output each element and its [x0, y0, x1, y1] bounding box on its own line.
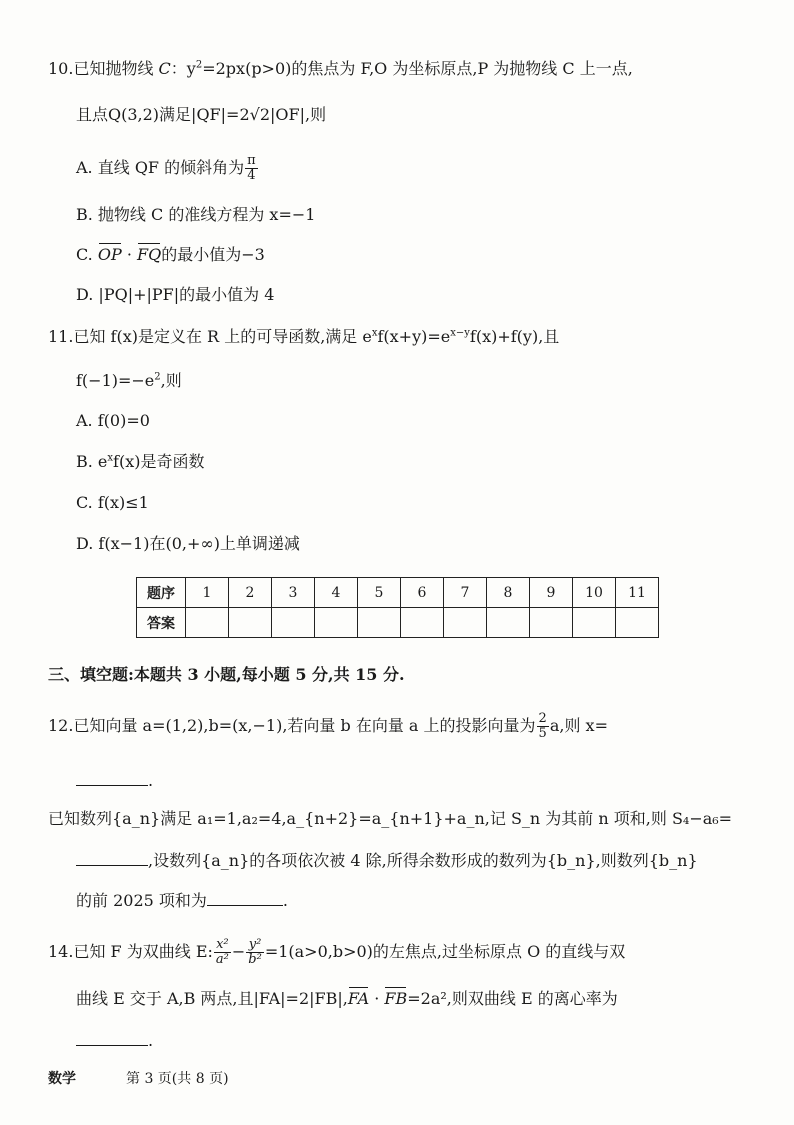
table-cell-number: 7 [444, 578, 487, 608]
table-cell-number: 2 [229, 578, 272, 608]
table-cell-number: 5 [358, 578, 401, 608]
vector-fb: FB [384, 989, 408, 1008]
footer-subject: 数学 [48, 1071, 76, 1087]
q10-option-a: A. 直线 QF 的倾斜角为 $\frac{\pi}{4}$ [76, 153, 256, 183]
q12-line2: . [76, 770, 153, 792]
answer-cell[interactable] [444, 608, 487, 638]
q10-option-a-fraction: $\frac{\pi}{4}$ [247, 153, 256, 183]
table-head-order: 题序 [137, 578, 186, 608]
q14-fraction-y: $\frac{\text{y²}}{\text{b²}}$ [248, 937, 262, 967]
q14-number: 14. [48, 942, 74, 961]
q11-option-d: D. f(x−1)在(0,+∞)上单调递减 [76, 534, 300, 553]
answer-cell[interactable] [573, 608, 616, 638]
table-cell-number: 9 [530, 578, 573, 608]
table-cell-number: 3 [272, 578, 315, 608]
q13-line3: 的前 2025 项和为 . [76, 891, 288, 910]
vector-fq: FQ [137, 245, 162, 264]
answer-cell[interactable] [401, 608, 444, 638]
q11-option-a: A. f(0)=0 [76, 411, 150, 430]
q12-line1: 12.已知向量 a=(1,2),b=(x,−1),若向量 b 在向量 a 上的投影向量为 $\frac{2}{5}$ a,则 x= [48, 711, 608, 741]
answer-cell[interactable] [315, 608, 358, 638]
q10-option-c: C. OP · FQ的最小值为−3 [76, 245, 265, 264]
table-cell-number: 1 [186, 578, 229, 608]
answer-cell[interactable] [186, 608, 229, 638]
q13-line1: 已知数列{a_n}满足 a₁=1,a₂=4,a_{n+2}=a_{n+1}+a_n,记 S_n 为其前 n 项和,则 S₄−a₆= [48, 809, 733, 828]
q13-answer-blank-1[interactable] [76, 851, 148, 866]
section-heading-fill-in: 三、填空题:本题共 3 小题,每小题 5 分,共 15 分. [48, 665, 405, 684]
q11-option-c: C. f(x)≤1 [76, 493, 149, 512]
q12-answer-blank[interactable] [76, 771, 148, 786]
q14-line1: 14.已知 F 为双曲线 E: $\frac{\text{x²}}{\text{a²}}$ − $\frac{\text{y²}}{\text{b²}}$ =1(a>0,b>0)的左焦点,过坐标原点 O 的直线与双 [48, 937, 626, 967]
q10-number: 10. [48, 59, 74, 78]
q10-option-d: D. |PQ|+|PF|的最小值为 4 [76, 285, 275, 304]
q13-line2: ,设数列{a_n}的各项依次被 4 除,所得余数形成的数列为{b_n},则数列{b_n} [76, 850, 698, 872]
vector-fa: FA [347, 989, 370, 1008]
answer-cell[interactable] [272, 608, 315, 638]
q12-number: 12. [48, 716, 74, 735]
q11-number: 11. [48, 327, 74, 346]
answer-table-header-row [137, 578, 659, 608]
table-cell-number: 11 [616, 578, 659, 608]
answer-cell[interactable] [487, 608, 530, 638]
q11-option-b: B. $e^xf(x)$是奇函数 [76, 452, 205, 471]
q14-fraction-x: $\frac{\text{x²}}{\text{a²}}$ [215, 937, 229, 967]
q14-line3: . [76, 1030, 153, 1052]
answer-cell[interactable] [358, 608, 401, 638]
table-cell-number: 4 [315, 578, 358, 608]
answer-table [136, 577, 659, 638]
q10-option-b: B. 抛物线 C 的准线方程为 x=−1 [76, 205, 316, 224]
vector-op: OP [97, 245, 122, 264]
table-head-answer: 答案 [137, 608, 186, 638]
q13-answer-blank-2[interactable] [207, 891, 283, 906]
q11-line1: 11.已知 f(x)是定义在 R 上的可导函数,满足 $e^xf(x+y)=e^{x-y}f(x)+f(y)$,且 [48, 327, 560, 346]
q12-fraction: $\frac{2}{5}$ [538, 711, 547, 741]
table-cell-number: 6 [401, 578, 444, 608]
q11-line2: $f(-1)=-e^2$,则 [76, 371, 182, 390]
q10-line1: 10.已知抛物线 C：$y^2=2px(p>0)$的焦点为 F,O 为坐标原点,P 为抛物线 C 上一点, [48, 59, 633, 78]
q10-line2: 且点Q(3,2)满足|QF|=2√2|OF|,则 [76, 105, 327, 124]
answer-cell[interactable] [530, 608, 573, 638]
answer-table-answer-row [137, 608, 659, 638]
q14-line2: 曲线 E 交于 A,B 两点,且|FA|=2|FB|,FA · FB=2a²,则双曲线 E 的离心率为 [76, 989, 618, 1008]
answer-cell[interactable] [229, 608, 272, 638]
q14-answer-blank[interactable] [76, 1031, 148, 1046]
answer-cell[interactable] [616, 608, 659, 638]
table-cell-number: 8 [487, 578, 530, 608]
table-cell-number: 10 [573, 578, 616, 608]
footer-page-number: 第 3 页(共 8 页) [126, 1071, 229, 1087]
